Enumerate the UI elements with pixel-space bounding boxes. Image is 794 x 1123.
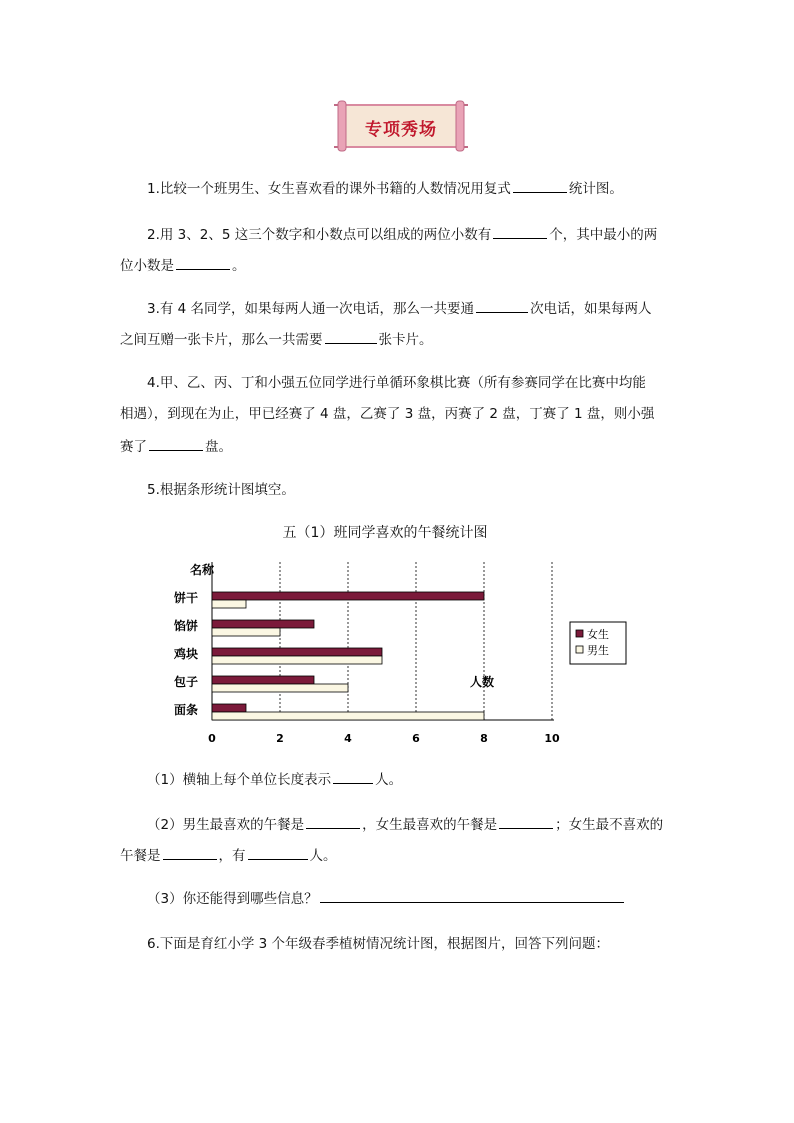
- x-axis-label: 人数: [470, 675, 495, 689]
- x-tick-label: 6: [412, 732, 420, 745]
- answer-blank[interactable]: [499, 814, 553, 829]
- bar-male: [212, 656, 382, 664]
- q1-text-a: 1.比较一个班男生、女生喜欢看的课外书籍的人数情况用复式: [147, 181, 511, 197]
- question-4-line-1: 4.甲、乙、丙、丁和小强五位同学进行单循环象棋比赛（所有参赛同学在比赛中均能: [147, 375, 646, 391]
- q1-text-b: 统计图。: [568, 181, 623, 197]
- question-6: 6.下面是育红小学 3 个年级春季植树情况统计图，根据图片，回答下列问题：: [147, 936, 610, 952]
- q2-text-b: 个，其中最小的两: [549, 227, 658, 243]
- category-label: 鸡块: [174, 647, 199, 661]
- q5-sub2-text-f: 人。: [309, 848, 337, 864]
- answer-blank[interactable]: [306, 814, 360, 829]
- bar-female: [212, 676, 314, 684]
- answer-blank[interactable]: [248, 845, 308, 860]
- answer-blank[interactable]: [325, 329, 377, 344]
- q5-sub1-text-b: 人。: [375, 772, 403, 788]
- q3-text-b: 次电话，如果每两人: [530, 301, 652, 317]
- q3-text-c: 之间互赠一张卡片，那么一共需要: [120, 332, 323, 348]
- legend-swatch: [576, 646, 583, 653]
- bar-female: [212, 704, 246, 712]
- q5-sub2-text-d: 午餐是: [120, 848, 161, 864]
- category-label: 面条: [174, 703, 199, 717]
- question-3-line-1: [147, 298, 652, 319]
- category-label: 馅饼: [174, 619, 199, 633]
- answer-blank[interactable]: [513, 178, 567, 193]
- category-label: 包子: [174, 675, 199, 689]
- question-5-sub-3: [147, 888, 626, 909]
- x-tick-label: 0: [208, 732, 216, 745]
- answer-blank[interactable]: [476, 298, 528, 313]
- question-1: [147, 178, 623, 199]
- q2-text-a: 2.用 3、2、5 这三个数字和小数点可以组成的两位小数有: [147, 227, 492, 243]
- question-5-intro: 5.根据条形统计图填空。: [147, 482, 295, 498]
- answer-blank[interactable]: [149, 436, 203, 451]
- question-4-line-3: [120, 436, 232, 457]
- bar-male: [212, 712, 484, 720]
- q5-sub2-text-b: ，女生最喜欢的午餐是: [362, 817, 498, 833]
- answer-blank[interactable]: [163, 845, 217, 860]
- bar-male: [212, 628, 280, 636]
- answer-blank[interactable]: [493, 224, 547, 239]
- question-5-sub-2-line-2: [120, 845, 337, 866]
- legend-label: 男生: [587, 644, 609, 657]
- bar-female: [212, 648, 382, 656]
- bar-female: [212, 592, 484, 600]
- answer-blank[interactable]: [333, 769, 373, 784]
- question-4-line-2: 相遇），到现在为止，甲已经赛了 4 盘，乙赛了 3 盘，丙赛了 2 盘，丁赛了 1 盘，则小强: [120, 406, 655, 422]
- bar-chart: [160, 552, 630, 752]
- bar-male: [212, 600, 246, 608]
- bar-male: [212, 684, 348, 692]
- x-tick-label: 2: [276, 732, 284, 745]
- legend-swatch: [576, 630, 583, 637]
- q4-text-b: 盘。: [205, 439, 232, 455]
- banner-title: 专项秀场: [365, 120, 437, 140]
- question-5-sub-1: [147, 769, 402, 790]
- q3-text-d: 张卡片。: [378, 332, 433, 348]
- q2-text-d: 。: [232, 258, 246, 274]
- question-2-line-1: [147, 224, 657, 245]
- legend-label: 女生: [587, 628, 609, 641]
- x-tick-label: 4: [344, 732, 352, 745]
- y-axis-label: 名称: [190, 563, 215, 577]
- q5-sub2-text-a: （2）男生最喜欢的午餐是: [147, 817, 305, 833]
- x-tick-label: 10: [544, 732, 560, 745]
- q4-text-a: 赛了: [120, 439, 147, 455]
- q5-sub2-text-c: ；女生最不喜欢的: [555, 817, 664, 833]
- question-5-sub-2-line-1: [147, 814, 663, 835]
- category-label: 饼干: [174, 591, 199, 605]
- q5-sub2-text-e: ，有: [218, 848, 246, 864]
- q5-sub3-text: （3）你还能得到哪些信息？: [147, 891, 318, 907]
- question-2-line-2: [120, 255, 246, 276]
- q5-sub1-text-a: （1）横轴上每个单位长度表示: [147, 772, 332, 788]
- question-3-line-2: [120, 329, 433, 350]
- x-tick-label: 8: [480, 732, 488, 745]
- q3-text-a: 3.有 4 名同学，如果每两人通一次电话，那么一共要通: [147, 301, 475, 317]
- answer-blank[interactable]: [320, 888, 624, 903]
- answer-blank[interactable]: [176, 255, 230, 270]
- chart-title: 五（1）班同学喜欢的午餐统计图: [282, 525, 488, 541]
- section-banner: [334, 99, 468, 153]
- bar-female: [212, 620, 314, 628]
- q2-text-c: 位小数是: [120, 258, 174, 274]
